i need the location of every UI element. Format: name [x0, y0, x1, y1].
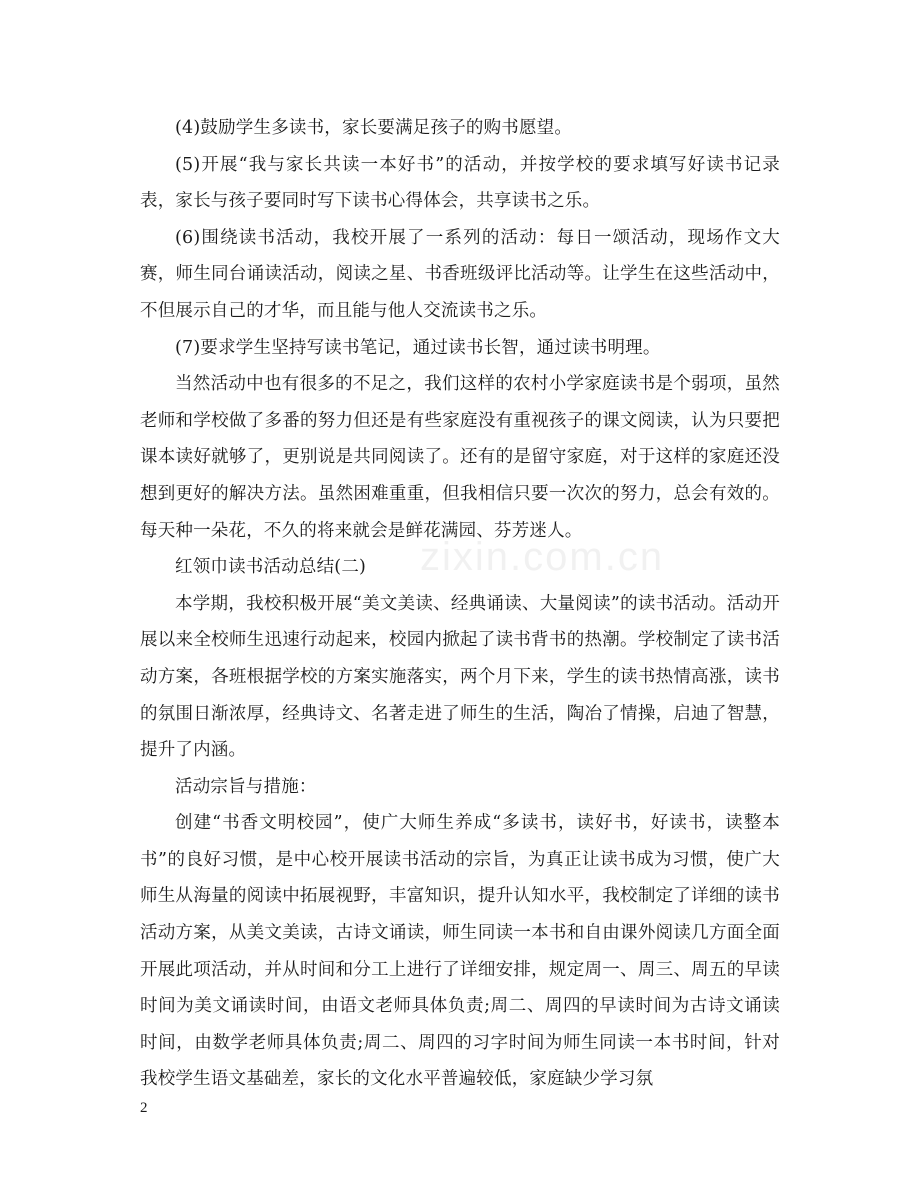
section-heading: 红领巾读书活动总结(二) [175, 557, 367, 578]
paragraph-item-4: (4)鼓励学生多读书，家长要满足孩子的购书愿望。 [175, 118, 573, 138]
paragraph-shortcomings: 当然活动中也有很多的不足之，我们这样的农村小学家庭读书是个弱项，虽然老师和学校做了多番的努力但还是有些家庭没有重视孩子的课文阅读，认为只要把课本读好就够了，更别说是共同阅读了。还有的是留守家庭，对于这样的家庭还没想到更好的解决方法。虽然困难重重，但我相信只要一次次的努力，总会有效的。每天种一朵花，不久的将来就会是鲜花满园、芬芳迷人。 [140, 374, 780, 541]
page-number: 2 [140, 1100, 148, 1116]
paragraph-item-6: (6)围绕读书活动，我校开展了一系列的活动：每日一颂活动，现场作文大赛，师生同台诵读活动，阅读之星、书香班级评比活动等。让学生在这些活动中，不但展示自己的才华，而且能与他人交流读书之乐。 [140, 227, 780, 321]
subheading-purpose: 活动宗旨与措施： [175, 776, 317, 797]
paragraph-item-5: (5)开展“我与家长共读一本好书”的活动，并按学校的要求填写好读书记录表，家长与孩子要同时写下读书心得体会，共享读书之乐。 [140, 154, 780, 212]
paragraph-purpose: 创建“书香文明校园”，使广大师生养成“多读书，读好书，好读书，读整本书”的良好习惯，是中心校开展读书活动的宗旨，为真正让读书成为习惯，使广大师生从海量的阅读中拓展视野，丰富知识，提升认知水平，我校制定了详细的读书活动方案，从美文美读，古诗文诵读，师生同读一本书和自由课外阅读几方面全面开展此项活动，并从时间和分工上进行了详细安排，规定周一、周三、周五的早读时间为美文诵读时间，由语文老师具体负责;周二、周四的早读时间为古诗文诵读时间，由数学老师具体负责;周二、周四的习字时间为师生同读一本书时间，针对我校学生语文基础差，家长的文化水平普遍较低，家庭缺少学习氛 [140, 813, 780, 1090]
watermark: zixin.com.cn [420, 535, 665, 579]
document-body [140, 110, 780, 1098]
paragraph-intro: 本学期，我校积极开展“美文美读、经典诵读、大量阅读”的读书活动。活动开展以来全校师生迅速行动起来，校园内掀起了读书背书的热潮。学校制定了读书活动方案，各班根据学校的方案实施落实，两个月下来，学生的读书热情高涨，读书的氛围日渐浓厚，经典诗文、名著走进了师生的生活，陶冶了情操，启迪了智慧，提升了内涵。 [140, 593, 780, 761]
paragraph-item-7: (7)要求学生坚持写读书笔记，通过读书长智，通过读书明理。 [175, 337, 661, 358]
